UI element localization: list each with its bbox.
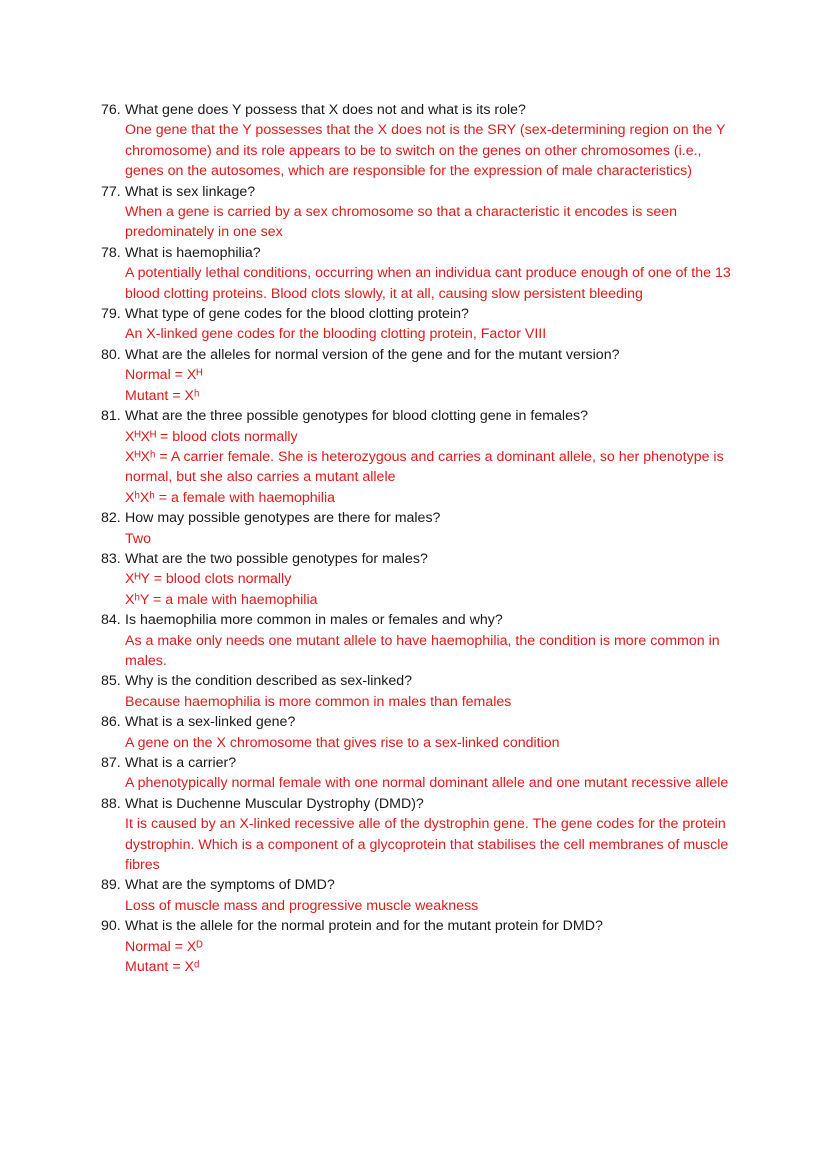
question-number: 90. [101,918,121,935]
question [101,794,741,814]
question [101,182,741,202]
question-number: 88. [101,795,121,812]
question-text: What is a carrier? [125,755,237,771]
question-number: 87. [101,755,121,771]
question-text: What is Duchenne Muscular Dystrophy (DMD)? [125,795,424,812]
question-item [101,549,741,610]
answer-line: When a gene is carried by a sex chromosome so that a characteristic it encodes is seen predominately in one sex [125,204,678,241]
question-number: 82. [101,510,121,527]
question [101,508,741,528]
question-text: What are the two possible genotypes for males? [125,550,428,567]
question-text: What is sex linkage? [125,183,256,200]
question-number: 86. [101,714,121,731]
answer-line: Normal = Xᴰ [125,938,203,955]
question-item [101,610,741,671]
question [101,712,741,732]
question-number: 84. [101,612,121,629]
question [101,243,741,263]
question-number: 80. [101,346,121,363]
question [101,549,741,569]
question-number: 78. [101,244,121,261]
question-answer-list [101,100,741,977]
answer-line: XᴴXʰ = A carrier female. She is heterozygous and carries a dominant allele, so her phenotype is normal, but she also carries a mutant allele [125,448,724,486]
question-text: What are the three possible genotypes for blood clotting gene in females? [125,408,588,425]
answer-line: A gene on the X chromosome that gives rise to a sex-linked condition [125,734,560,751]
answer-line: Loss of muscle mass and progressive muscle weakness [125,897,479,914]
question-text: What are the alleles for normal version of the gene and for the mutant version? [125,346,620,363]
question [101,345,741,365]
question-item [101,100,741,182]
question-item [101,916,741,977]
answer-line: It is caused by an X-linked recessive alle of the dystrophin gene. The gene codes for the protein dystrophin. Which is a component of a glycoprotein that stabilises the cell membranes of muscle fibres [125,816,729,874]
answer-line: Normal = Xᴴ [125,367,203,384]
question-text: What type of gene codes for the blood clotting protein? [125,306,469,323]
question-text: What are the symptoms of DMD? [125,877,335,894]
question [101,916,741,936]
question [101,875,741,895]
answer-line: XʰY = a male with haemophilia [125,591,318,608]
question-item [101,182,741,243]
question [101,304,741,324]
question [101,753,741,773]
answer-line: Because haemophilia is more common in males than females [125,693,512,710]
question-item [101,671,741,712]
question-item [101,406,741,508]
question [101,610,741,630]
question-number: 83. [101,550,121,567]
question-text: What is the allele for the normal protein and for the mutant protein for DMD? [125,918,603,935]
question [101,100,741,120]
answer-line: XʰXʰ = a female with haemophilia [125,489,336,506]
question-item [101,304,741,345]
answer-line: Mutant = Xᵈ [125,959,200,976]
question-text: What is haemophilia? [125,244,261,261]
question-text: Why is the condition described as sex-linked? [125,673,413,690]
question-item [101,712,741,753]
question-number: 77. [101,183,121,200]
question-text: How may possible genotypes are there for males? [125,510,441,527]
answer-line: XᴴXᴴ = blood clots normally [125,428,298,445]
question-number: 85. [101,673,121,690]
question-text: What is a sex-linked gene? [125,714,296,731]
answer-line: A potentially lethal conditions, occurring when an individua cant produce enough of one of the 13 blood clotting proteins. Blood clots slowly, it at all, causing slow persistent bleeding [125,265,731,302]
question-item [101,345,741,406]
question-item [101,875,741,916]
answer-line: One gene that the Y possesses that the X does not is the SRY (sex-determining region on the Y chromosome) and its role appears to be to switch on the genes on other chromosomes (i.e., genes on the autosomes, which are responsible for the expression of male characteristics) [125,122,726,180]
question-item [101,508,741,549]
question-text: Is haemophilia more common in males or females and why? [125,612,503,629]
question-item [101,243,741,304]
question [101,671,741,691]
question-number: 76. [101,102,121,118]
question-item [101,753,741,794]
answer-line: XᴴY = blood clots normally [125,571,292,588]
question-number: 81. [101,408,121,425]
question-text: What gene does Y possess that X does not and what is its role? [125,102,526,118]
answer-line: As a make only needs one mutant allele to have haemophilia, the condition is more common in males. [125,632,720,669]
question-number: 89. [101,877,121,894]
answer-line: An X-linked gene codes for the blooding clotting protein, Factor VIII [125,326,547,343]
question [101,406,741,426]
question-item [101,794,741,876]
answer-line: Two [125,530,152,547]
answer-line: A phenotypically normal female with one normal dominant allele and one mutant recessive allele [125,775,729,792]
question-number: 79. [101,306,121,323]
answer-line: Mutant = Xʰ [125,387,200,404]
